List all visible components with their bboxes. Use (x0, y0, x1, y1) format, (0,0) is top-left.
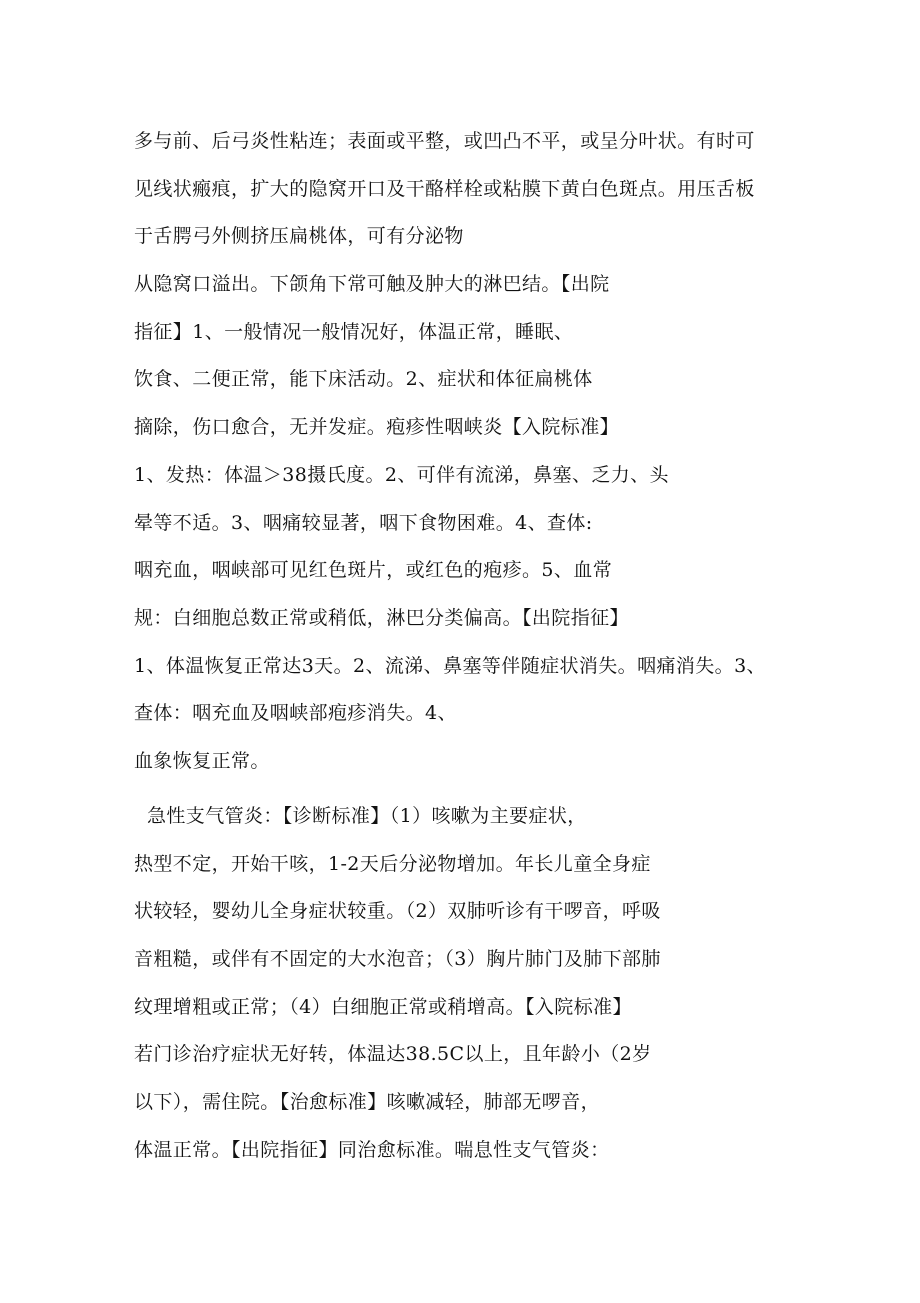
text-line: 饮食、二便正常，能下床活动。2、症状和体征扁桃体 (134, 368, 593, 391)
text-line: 指征】1、一般情况一般情况好，体温正常，睡眠、 (134, 320, 574, 343)
text-line: 见线状瘢痕，扩大的隐窝开口及干酪样栓或粘膜下黄白色斑点。用压舌板 (134, 177, 755, 200)
text-line: 状较轻，婴幼儿全身症状较重。（2）双肺听诊有干啰音，呼吸 (134, 900, 661, 923)
text-line: 1、发热：体温＞38摄氏度。2、可伴有流涕，鼻塞、乏力、头 (134, 463, 669, 486)
text-line: 从隐窝口溢出。下颌角下常可触及肿大的淋巴结。【出院 (134, 273, 610, 296)
text-line: 音粗糙，或伴有不固定的大水泡音；（3）胸片肺门及肺下部肺 (134, 948, 661, 970)
text-line: 多与前、后弓炎性粘连；表面或平整，或凹凸不平，或呈分叶状。有时可 (134, 130, 755, 152)
text-line: 以下），需住院。【治愈标准】咳嗽减轻，肺部无啰音， (134, 1091, 601, 1114)
text-line: 于舌腭弓外侧挤压扁桃体，可有分泌物 (134, 225, 464, 248)
text-line: 若门诊治疗症状无好转，体温达38.5C以上，且年龄小（2岁 (134, 1043, 652, 1066)
section-heading-line: 急性支气管炎：【诊断标准】（1）咳嗽为主要症状， (147, 804, 587, 827)
text-line: 血象恢复正常。 (134, 749, 270, 772)
text-line: 1、体温恢复正常达3天。2、流涕、鼻塞等伴随症状消失。咽痛消失。3、 (134, 654, 766, 677)
document-body (134, 127, 834, 1183)
text-line: 规：白细胞总数正常或稍低，淋巴分类偏高。【出院指征】 (134, 606, 629, 629)
text-line: 热型不定，开始干咳，1-2天后分泌物增加。年长儿童全身症 (134, 852, 651, 875)
text-line: 查体：咽充血及咽峡部疱疹消失。4、 (134, 702, 457, 725)
text-line: 咽充血，咽峡部可见红色斑片，或红色的疱疹。5、血常 (134, 559, 613, 582)
text-line: 纹理增粗或正常；（4）白细胞正常或稍增高。【入院标准】 (134, 995, 632, 1018)
text-line: 体温正常。【出院指征】同治愈标准。喘息性支气管炎： (134, 1138, 610, 1161)
text-line: 摘除，伤口愈合，无并发症。疱疹性咽峡炎【入院标准】 (134, 416, 620, 439)
text-line: 晕等不适。3、咽痛较显著，咽下食物困难。4、查体: (134, 511, 593, 534)
